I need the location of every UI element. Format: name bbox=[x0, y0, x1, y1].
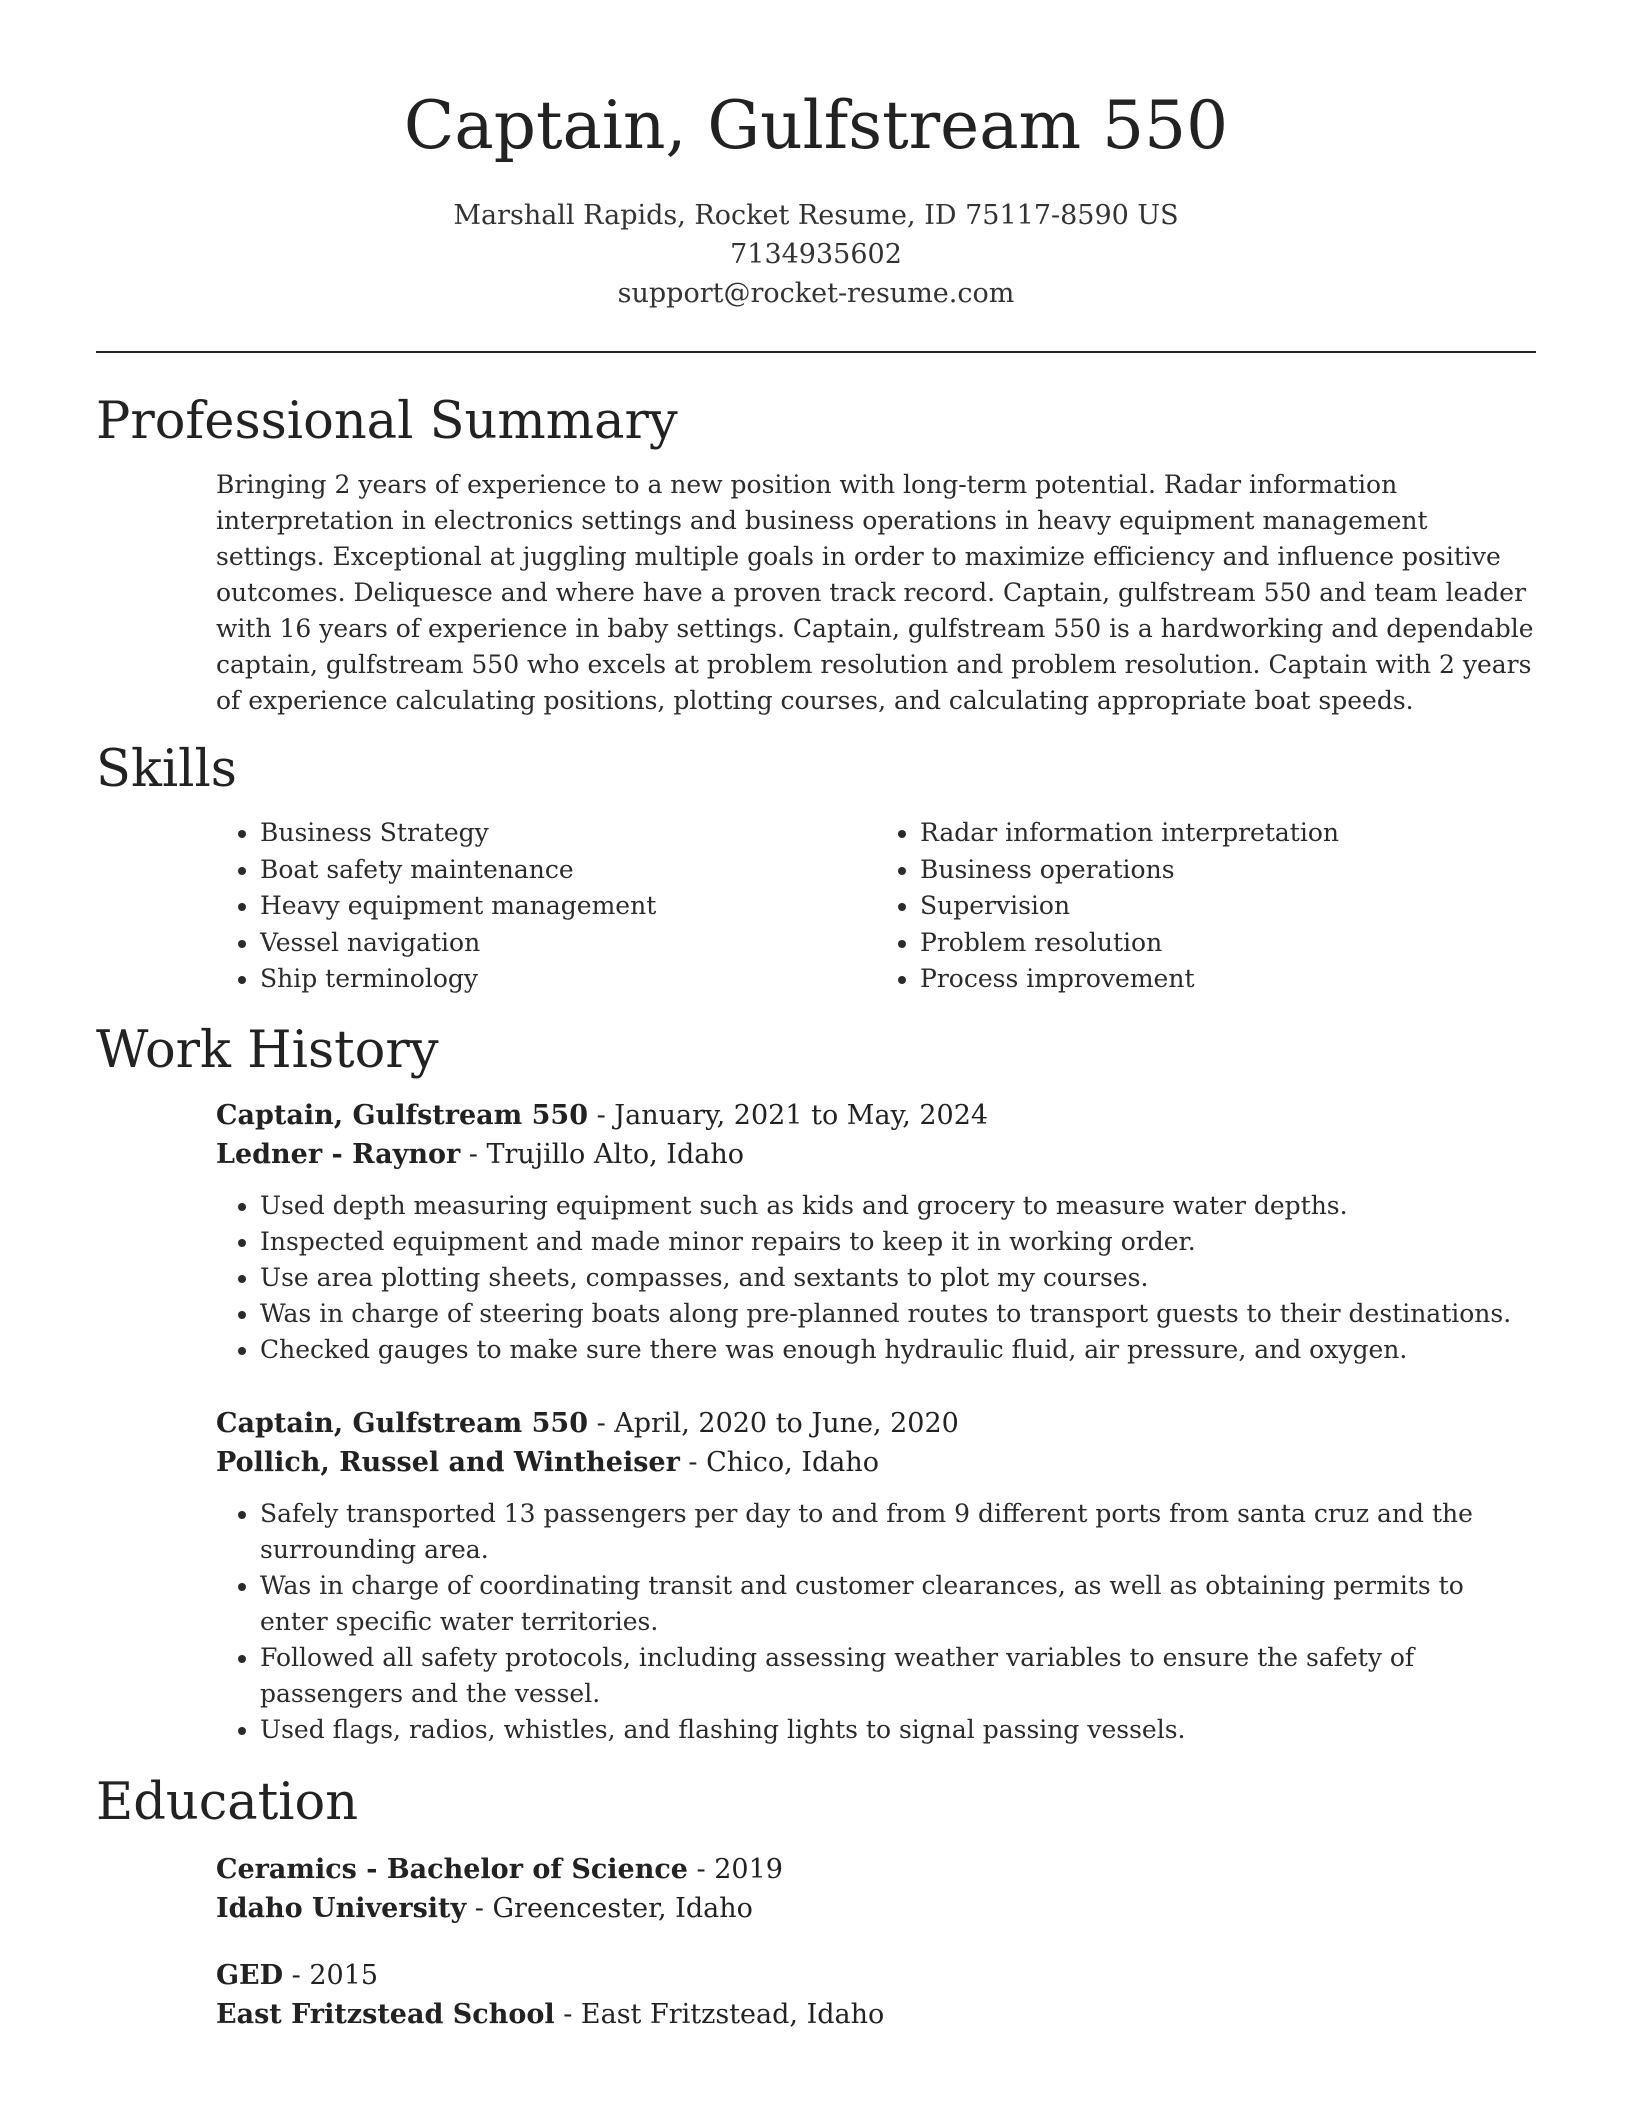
skill-item: • Boat safety maintenance bbox=[260, 852, 876, 889]
job-bullets bbox=[216, 1496, 1536, 1748]
job-bullet: • Used depth measuring equipment such as kids and grocery to measure water depths. bbox=[260, 1188, 1536, 1224]
education-entry bbox=[216, 1956, 1536, 2034]
job-company: Pollich, Russel and Wintheiser bbox=[216, 1446, 680, 1478]
header-divider bbox=[96, 351, 1536, 353]
job-company-line bbox=[216, 1135, 1536, 1174]
skill-item: • Problem resolution bbox=[920, 925, 1536, 962]
skill-item: • Business Strategy bbox=[260, 815, 876, 852]
address: Marshall Rapids, Rocket Resume, ID 75117-8590 US bbox=[453, 200, 1179, 231]
skill-item: • Business operations bbox=[920, 852, 1536, 889]
job-company-line bbox=[216, 1443, 1536, 1482]
education-school: Idaho University bbox=[216, 1892, 467, 1924]
skill-item: • Heavy equipment management bbox=[260, 888, 876, 925]
job-position: Captain, Gulfstream 550 bbox=[216, 1099, 588, 1131]
job-title-line bbox=[216, 1096, 1536, 1135]
job-bullet: • Use area plotting sheets, compasses, and sextants to plot my courses. bbox=[260, 1260, 1536, 1296]
skill-item: • Process improvement bbox=[920, 961, 1536, 998]
skill-item: • Radar information interpretation bbox=[920, 815, 1536, 852]
job-location: - Trujillo Alto, Idaho bbox=[460, 1138, 744, 1170]
work-history-list bbox=[216, 1096, 1536, 1748]
contact-info bbox=[96, 196, 1536, 313]
education-year: - 2015 bbox=[283, 1959, 379, 1991]
education-degree-line bbox=[216, 1850, 1536, 1889]
skills-column-right bbox=[876, 815, 1536, 998]
education-location: - Greencester, Idaho bbox=[466, 1892, 753, 1924]
skill-item: • Ship terminology bbox=[260, 961, 876, 998]
education-year: - 2019 bbox=[687, 1853, 783, 1885]
education-school-line bbox=[216, 1995, 1536, 2034]
job-bullet: • Checked gauges to make sure there was enough hydraulic fluid, air pressure, and oxygen. bbox=[260, 1332, 1536, 1368]
skills-column-left bbox=[216, 815, 876, 998]
job-bullet: • Was in charge of steering boats along pre-planned routes to transport guests to their destinations. bbox=[260, 1296, 1536, 1332]
education-heading: Education bbox=[96, 1772, 359, 1832]
job-bullet: • Inspected equipment and made minor repairs to keep it in working order. bbox=[260, 1224, 1536, 1260]
education-degree: Ceramics - Bachelor of Science bbox=[216, 1853, 688, 1885]
skills-list bbox=[216, 815, 1536, 998]
education-degree-line bbox=[216, 1956, 1536, 1995]
education-location: - East Fritzstead, Idaho bbox=[554, 1998, 885, 2030]
job-entry bbox=[216, 1096, 1536, 1368]
job-bullet: • Was in charge of coordinating transit and customer clearances, as well as obtaining permits to enter specific water territories. bbox=[260, 1568, 1536, 1640]
summary-heading: Professional Summary bbox=[96, 392, 678, 451]
job-entry bbox=[216, 1404, 1536, 1748]
resume-header bbox=[96, 0, 1536, 313]
job-bullet: • Followed all safety protocols, including assessing weather variables to ensure the safety of passengers and the vessel. bbox=[260, 1640, 1536, 1712]
email: support@rocket-resume.com bbox=[617, 278, 1015, 309]
education-degree: GED bbox=[216, 1959, 284, 1991]
job-company: Ledner - Raynor bbox=[216, 1138, 461, 1170]
education-school: East Fritzstead School bbox=[216, 1998, 555, 2030]
job-dates: - April, 2020 to June, 2020 bbox=[587, 1407, 959, 1439]
job-position: Captain, Gulfstream 550 bbox=[216, 1407, 588, 1439]
skills-heading: Skills bbox=[96, 740, 237, 799]
job-dates: - January, 2021 to May, 2024 bbox=[587, 1099, 989, 1131]
skill-item: • Supervision bbox=[920, 888, 1536, 925]
education-entry bbox=[216, 1850, 1536, 1928]
resume-name: Captain, Gulfstream 550 bbox=[403, 87, 1229, 164]
job-location: - Chico, Idaho bbox=[679, 1446, 880, 1478]
work-history-heading: Work History bbox=[96, 1020, 439, 1080]
job-bullet: • Used flags, radios, whistles, and flashing lights to signal passing vessels. bbox=[260, 1712, 1536, 1748]
job-title-line bbox=[216, 1404, 1536, 1443]
phone: 7134935602 bbox=[730, 239, 902, 270]
summary-text: Bringing 2 years of experience to a new position with long-term potential. Radar information interpretation in electronics settings and business operations in heavy equipment management settings. Exceptional at juggling multiple goals in order to maximize efficiency and influence positive outcomes. Deliquesce and where have a proven track record. Captain, gulfstream 550 and team leader with 16 years of experience in baby settings. Captain, gulfstream 550 is a hardworking and dependable captain, gulfstream 550 who excels at problem resolution and problem resolution. Captain with 2 years of experience calculating positions, plotting courses, and calculating appropriate boat speeds. bbox=[216, 470, 1534, 715]
resume-page bbox=[96, 0, 1536, 2034]
education-school-line bbox=[216, 1889, 1536, 1928]
skill-item: • Vessel navigation bbox=[260, 925, 876, 962]
job-bullet: • Safely transported 13 passengers per day to and from 9 different ports from santa cruz and the surrounding area. bbox=[260, 1496, 1536, 1568]
education-list bbox=[216, 1850, 1536, 2034]
job-bullets bbox=[216, 1188, 1536, 1368]
